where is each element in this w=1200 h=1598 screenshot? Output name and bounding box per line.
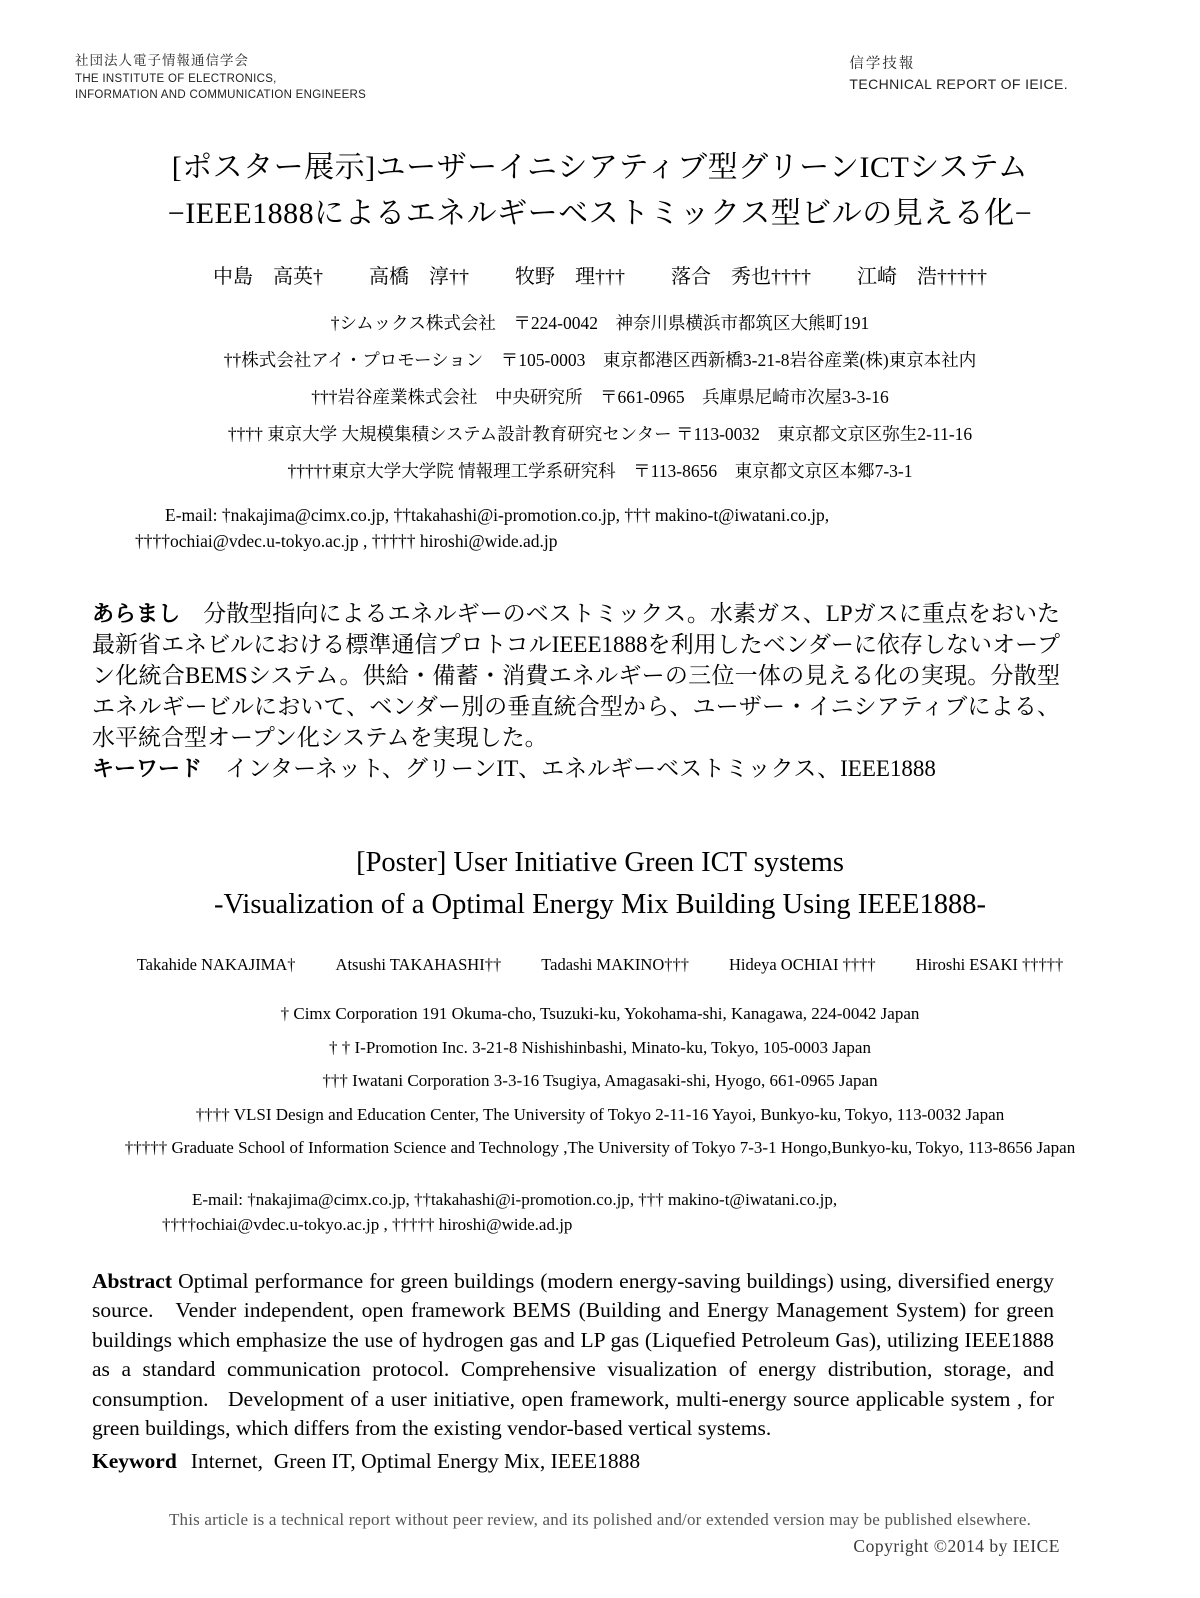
author-ja: 落合 秀也††††	[671, 266, 811, 289]
paper-title-en	[0, 842, 1200, 925]
affiliation-en: † † I-Promotion Inc. 3-21-8 Nishishinbashi, Minato-ku, Tokyo, 105-0003 Japan	[329, 1037, 871, 1057]
author-en: Takahide NAKAJIMA†	[136, 955, 296, 975]
institute-name-en-line2: INFORMATION AND COMMUNICATION ENGINEERS	[75, 88, 367, 101]
report-label-ja: 信学技報	[849, 56, 916, 72]
paper-title-ja	[0, 145, 1200, 236]
keywords-en	[92, 1446, 1054, 1476]
affiliation-en: ††† Iwatani Corporation 3-3-16 Tsugiya, Amagasaki-shi, Hyogo, 661-0965 Japan	[322, 1071, 878, 1091]
email-block-en	[162, 1187, 1200, 1237]
abstract-ja	[92, 598, 1060, 753]
author-en: Hideya OCHIAI ††††	[729, 955, 876, 975]
email-block-ja	[135, 502, 1200, 554]
author-en: Tadashi MAKINO†††	[541, 955, 690, 975]
institute-block	[75, 52, 366, 103]
paper-title-en-line1: [Poster] User Initiative Green ICT systems	[356, 847, 844, 879]
email-line: E-mail: †nakajima@cimx.co.jp, ††takahashi@i-promotion.co.jp, ††† makino-t@iwatani.co.jp,	[192, 1189, 838, 1209]
keywords-ja	[92, 753, 1060, 784]
authors-ja	[0, 260, 1200, 289]
institute-name-en-line1: THE INSTITUTE OF ELECTRONICS,	[75, 73, 277, 86]
author-en: Atsushi TAKAHASHI††	[335, 955, 502, 975]
authors-en	[0, 955, 1200, 975]
keywords-en-label: Keyword	[92, 1448, 177, 1473]
author-ja: 江崎 浩†††††	[857, 266, 987, 289]
email-line: ††††ochiai@vdec.u-tokyo.ac.jp , ††††† hiroshi@wide.ad.jp	[162, 1214, 573, 1234]
masthead	[0, 0, 1200, 103]
email-line: E-mail: †nakajima@cimx.co.jp, ††takahashi@i-promotion.co.jp, ††† makino-t@iwatani.co.jp,	[165, 505, 830, 526]
author-ja: 牧野 理†††	[515, 266, 625, 289]
affiliation-ja: ††株式会社アイ・プロモーション 〒105-0003 東京都港区西新橋3-21-8岩谷産業(株)東京本社内	[223, 350, 977, 371]
abstract-en-label: Abstract	[92, 1268, 173, 1293]
abstract-en-text: Optimal performance for green buildings (modern energy-saving buildings) using, diversified energy source. Vender independent, open framework BEMS (Building and Energy Management System) for green buildings which emphasize the use of hydrogen gas and LP gas (Liquefied Petroleum Gas), utilizing IEEE1888 as a standard communication protocol. Comprehensive visualization of energy distribution, storage, and consumption. Development of a user initiative, open framework, multi-energy source applicable system , for green buildings, which differs from the existing vendor-based vertical systems.	[92, 1268, 1060, 1441]
affiliation-en: † Cimx Corporation 191 Okuma-cho, Tsuzuki-ku, Yokohama-shi, Kanagawa, 224-0042 Japan	[280, 1004, 920, 1024]
affiliations-en	[0, 997, 1200, 1165]
author-ja: 高橋 淳††	[369, 266, 469, 289]
affiliation-en: ††††† Graduate School of Information Science and Technology ,The University of Tokyo 7-3-1 Hongo,Bunkyo-ku, Tokyo, 113-8656 Japan	[124, 1138, 1076, 1158]
report-label-en: TECHNICAL REPORT OF IEICE.	[849, 76, 1068, 92]
keywords-ja-text: インターネット、グリーンIT、エネルギーベストミックス、IEEE1888	[202, 756, 936, 782]
email-line: ††††ochiai@vdec.u-tokyo.ac.jp , ††††† hiroshi@wide.ad.jp	[135, 531, 558, 552]
footer-copyright: Copyright ©2014 by IEICE	[853, 1535, 1060, 1556]
affiliations-ja	[0, 305, 1200, 490]
footer-notice: This article is a technical report without peer review, and its polished and/or extended version may be published elsewhere.	[168, 1509, 1032, 1529]
abstract-ja-text: 分散型指向によるエネルギーのベストミックス。水素ガス、LPガスに重点をおいた最新省エネビルにおける標準通信プロトコルIEEE1888を利用したベンダーに依存しないオープン化統合BEMSシステム。供給・備蓄・消費エネルギーの三位一体の見える化の実現。分散型エネルギービルにおいて、ベンダー別の垂直統合型から、ユーザー・イニシアティブによる、水平統合型オープン化システムを実現した。	[92, 601, 1060, 751]
author-en: Hiroshi ESAKI †††††	[915, 955, 1064, 975]
affiliation-en: †††† VLSI Design and Education Center, The University of Tokyo 2-11-16 Yayoi, Bunkyo-ku, Tokyo, 113-0032 Japan	[195, 1104, 1005, 1124]
report-label-block	[849, 52, 1068, 92]
keywords-en-text: Internet, Green IT, Optimal Energy Mix, IEEE1888	[190, 1448, 641, 1473]
affiliation-ja: †シムックス株式会社 〒224-0042 神奈川県横浜市都筑区大熊町191	[330, 313, 870, 334]
abstract-en	[92, 1267, 1060, 1444]
keywords-ja-label: キーワード	[92, 756, 203, 782]
affiliation-ja: †††††東京大学大学院 情報理工学系研究科 〒113-8656 東京都文京区本郷7-3-1	[287, 461, 913, 482]
institute-name-ja: 社団法人電子情報通信学会	[75, 53, 249, 68]
affiliation-ja: †††† 東京大学 大規模集積システム設計教育研究センター 〒113-0032 東京都文京区弥生2-11-16	[227, 424, 973, 445]
paper-title-en-line2: -Visualization of a Optimal Energy Mix Building Using IEEE1888-	[214, 888, 986, 920]
affiliation-ja: †††岩谷産業株式会社 中央研究所 〒661-0965 兵庫県尼崎市次屋3-3-16	[311, 387, 889, 408]
paper-title-ja-line2: −IEEE1888によるエネルギーベストミックス型ビルの見える化−	[167, 196, 1033, 230]
abstract-ja-label: あらまし	[92, 601, 181, 627]
author-ja: 中島 高英†	[213, 266, 323, 289]
paper-title-ja-line1: [ポスター展示]ユーザーイニシアティブ型グリーンICTシステム	[171, 151, 1029, 185]
